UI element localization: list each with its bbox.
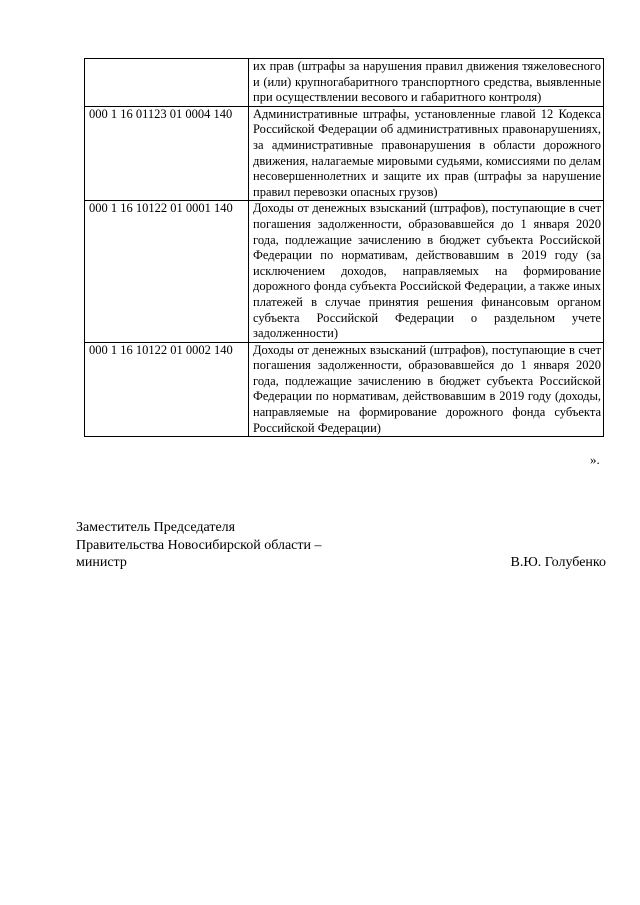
table-row xyxy=(85,59,604,107)
signer-name: В.Ю. Голубенко xyxy=(510,555,606,570)
budget-code-cell: 000 1 16 01123 01 0004 140 xyxy=(85,106,249,201)
signer-position-line: министр xyxy=(76,555,127,570)
budget-codes-table xyxy=(84,58,604,437)
description-cell: их прав (штрафы за нарушения правил движения тяжеловесного и (или) крупногабаритного транспортного средства, выявленные при осуществлении весового и габаритного контроля) xyxy=(249,59,604,107)
closing-quote-mark: ». xyxy=(590,452,600,467)
budget-code-cell: 000 1 16 10122 01 0001 140 xyxy=(85,201,249,342)
signer-position-line: Правительства Новосибирской области – xyxy=(76,537,322,553)
signer-position-line: Заместитель Председателя xyxy=(76,520,236,535)
description-cell: Административные штрафы, установленные главой 12 Кодекса Российской Федерации об административных правонарушениях, за административные правонарушения в области дорожного движения, налагаемые мировыми судьями, комиссиями по делам несовершеннолетних и защите их прав (штрафы за нарушение правил перевозки опасных грузов) xyxy=(249,106,604,201)
table-row xyxy=(85,342,604,437)
budget-code-cell xyxy=(85,59,249,107)
signer-row xyxy=(76,554,606,572)
signature-block xyxy=(76,519,606,572)
table-row xyxy=(85,201,604,342)
table-row xyxy=(85,106,604,201)
description-cell: Доходы от денежных взысканий (штрафов), поступающие в счет погашения задолженности, образовавшейся до 1 января 2020 года, подлежащие зачислению в бюджет субъекта Российской Федерации по нормативам, действовавшим в 2019 году (доходы, направляемые на формирование дорожного фонда субъекта Российской Федерации) xyxy=(249,342,604,437)
description-cell: Доходы от денежных взысканий (штрафов), поступающие в счет погашения задолженности, образовавшейся до 1 января 2020 года, подлежащие зачислению в бюджет субъекта Российской Федерации по нормативам, действовавшим в 2019 году (за исключением доходов, направляемых на формирование дорожного фонда субъекта Российской Федерации, а также иных платежей в случае принятия решения финансовым органом субъекта Российской Федерации о раздельном учете задолженности) xyxy=(249,201,604,342)
budget-code-cell: 000 1 16 10122 01 0002 140 xyxy=(85,342,249,437)
